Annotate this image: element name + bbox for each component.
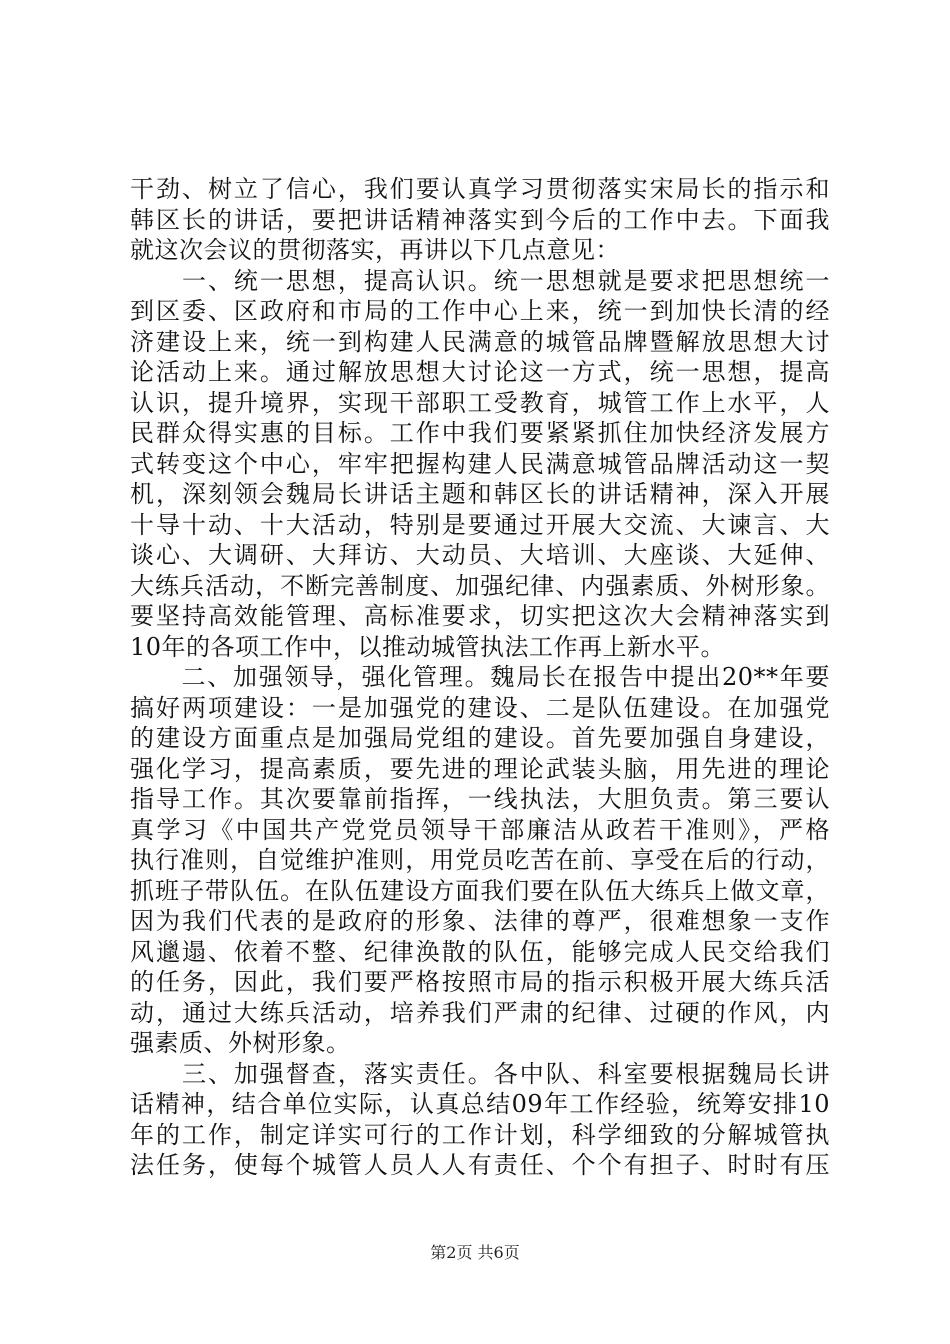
text-line: 到区委、区政府和市局的工作中心上来，统一到加快长清的经	[130, 297, 830, 325]
text-line: 法任务，使每个城管人员人人有责任、个个有担子、时时有压	[130, 1151, 830, 1179]
text-line: 认识，提升境界，实现干部职工受教育，城管工作上水平，人	[130, 388, 830, 417]
text-line: 谈心、大调研、大拜访、大动员、大培训、大座谈、大延伸、	[130, 541, 830, 569]
text-line: 要坚持高效能管理、高标准要求，切实把这次大会精神落实到	[130, 602, 830, 630]
text-line: 就这次会议的贯彻落实，再讲以下几点意见：	[130, 236, 620, 264]
text-line: 三、加强督查，落实责任。各中队、科室要根据魏局长讲	[130, 1059, 830, 1088]
text-line: 二、加强领导，强化管理。魏局长在报告中提出20**年要	[130, 663, 830, 691]
text-line: 的建设方面重点是加强局党组的建设。首先要加强自身建设，	[130, 724, 830, 752]
text-line: 民群众得实惠的目标。工作中我们要紧紧抓住加快经济发展方	[130, 419, 830, 447]
text-line: 一、统一思想，提高认识。统一思想就是要求把思想统一	[130, 266, 830, 295]
text-line: 十导十动、十大活动，特别是要通过开展大交流、大谏言、大	[130, 510, 830, 539]
text-line: 韩区长的讲话，要把讲话精神落实到今后的工作中去。下面我	[130, 205, 830, 234]
text-line: 济建设上来，统一到构建人民满意的城管品牌暨解放思想大讨	[130, 327, 830, 356]
text-line: 年的工作，制定详实可行的工作计划，科学细致的分解城管执	[130, 1120, 830, 1149]
text-line: 的任务，因此，我们要严格按照市局的指示积极开展大练兵活	[130, 968, 830, 996]
text-line: 强素质、外树形象。	[130, 1029, 351, 1057]
text-line: 论活动上来。通过解放思想大讨论这一方式，统一思想，提高	[130, 358, 830, 386]
text-line: 抓班子带队伍。在队伍建设方面我们要在队伍大练兵上做文章，	[130, 876, 830, 905]
text-line: 动，通过大练兵活动，培养我们严肃的纪律、过硬的作风，内	[130, 998, 830, 1027]
body-text	[130, 174, 830, 1181]
text-line: 搞好两项建设：一是加强党的建设、二是队伍建设。在加强党	[130, 693, 830, 722]
page-footer: 第2页 共6页	[430, 1243, 520, 1262]
text-line: 10年的各项工作中，以推动城管执法工作再上新水平。	[130, 632, 726, 661]
text-line: 执行准则，自觉维护准则，用党员吃苦在前、享受在后的行动，	[130, 846, 830, 874]
text-line: 机，深刻领会魏局长讲话主题和韩区长的讲话精神，深入开展	[130, 480, 830, 508]
text-line: 式转变这个中心，牢牢把握构建人民满意城管品牌活动这一契	[130, 449, 830, 478]
text-line: 风邋遢、依着不整、纪律涣散的队伍，能够完成人民交给我们	[130, 937, 830, 966]
text-line: 真学习《中国共产党党员领导干部廉洁从政若干准则》，严格	[130, 815, 830, 844]
text-line: 大练兵活动，不断完善制度、加强纪律、内强素质、外树形象。	[130, 571, 830, 600]
text-line: 因为我们代表的是政府的形象、法律的尊严，很难想象一支作	[130, 907, 830, 935]
text-line: 话精神，结合单位实际，认真总结09年工作经验，统筹安排10	[130, 1090, 830, 1118]
text-line: 强化学习，提高素质，要先进的理论武装头脑，用先进的理论	[130, 754, 830, 783]
text-line: 指导工作。其次要靠前指挥，一线执法，大胆负责。第三要认	[130, 785, 830, 813]
text-line: 干劲、树立了信心，我们要认真学习贯彻落实宋局长的指示和	[130, 175, 830, 203]
